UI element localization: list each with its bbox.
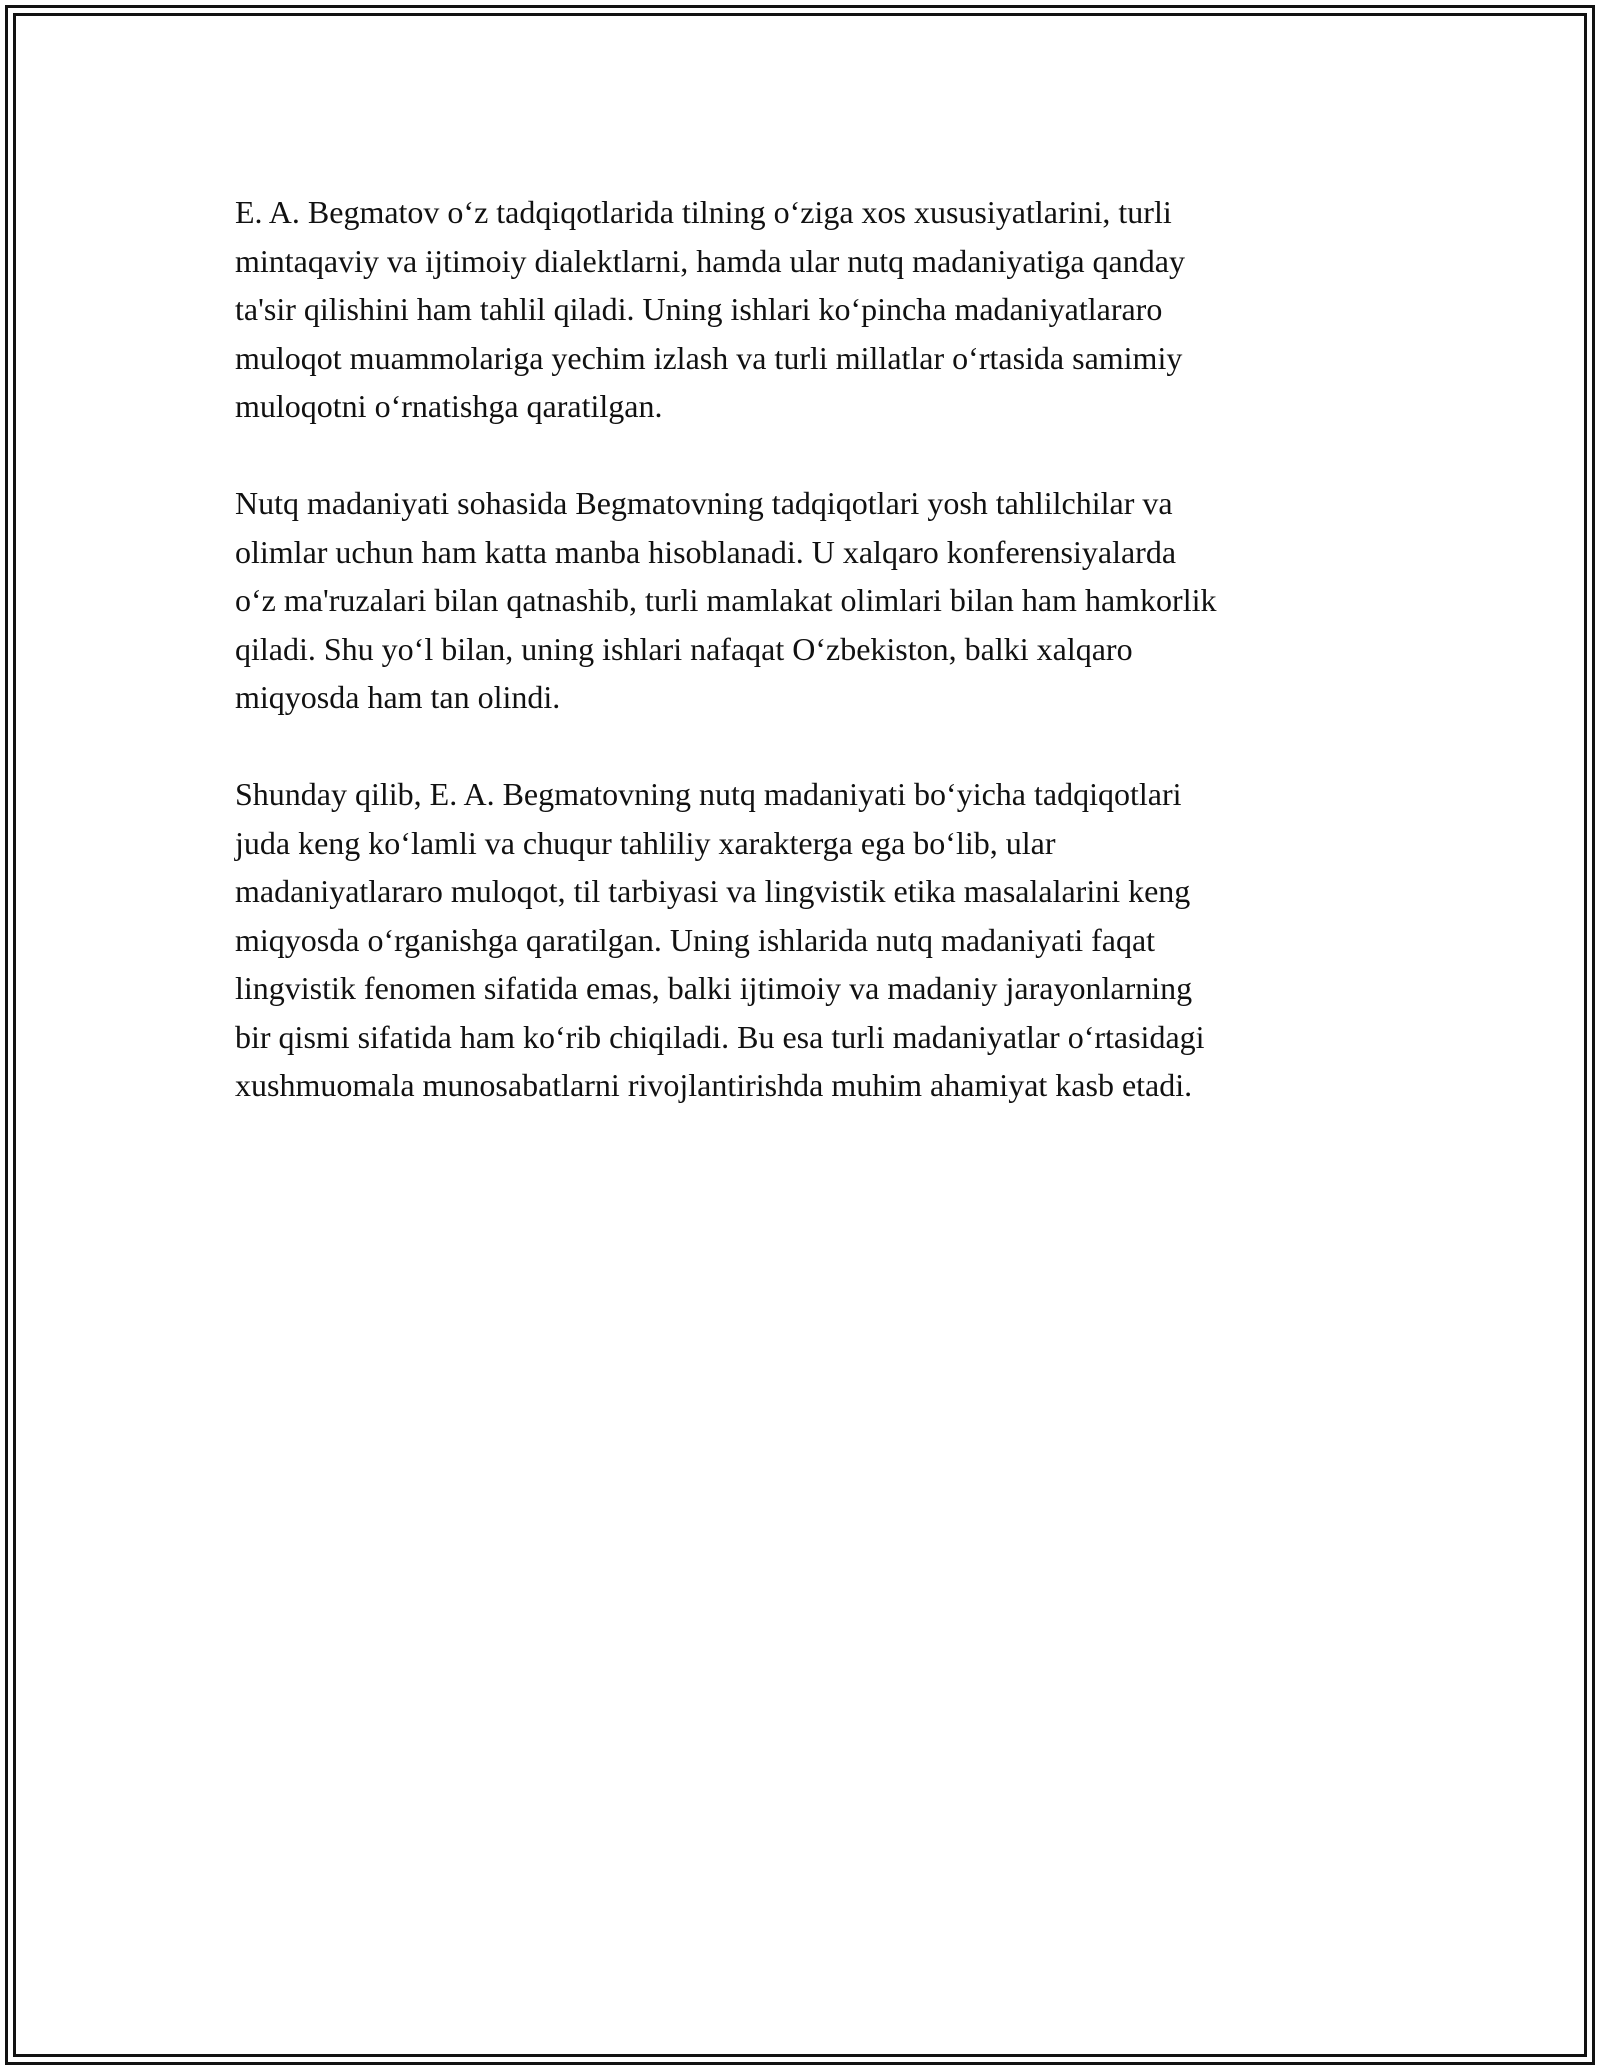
text-line: juda keng ko‘lamli va chuqur tahliliy xarakterga ega bo‘lib, ular xyxy=(235,824,1056,861)
text-line: xushmuomala munosabatlarni rivojlantirishda muhim ahamiyat kasb etadi. xyxy=(235,1067,1193,1103)
text-line: Nutq madaniyati sohasida Begmatovning tadqiqotlari yosh tahlilchilar va xyxy=(235,485,1173,521)
text-line: mintaqaviy va ijtimoiy dialektlarni, hamda ular nutq madaniyatiga qanday xyxy=(235,242,1185,279)
text-line: bir qismi sifatida ham ko‘rib chiqiladi. Bu esa turli madaniyatlar o‘rtasidagi xyxy=(235,1018,1205,1055)
text-line: o‘z ma'ruzalari bilan qatnashib, turli mamlakat olimlari bilan ham hamkorlik xyxy=(235,582,1217,618)
text-line: ta'sir qilishini ham tahlil qiladi. Uning ishlari ko‘pincha madaniyatlararo xyxy=(235,291,1163,327)
document-body xyxy=(235,188,1385,1158)
paragraph-1 xyxy=(235,188,1385,431)
text-line: miqyosda o‘rganishga qaratilgan. Uning ishlarida nutq madaniyati faqat xyxy=(235,921,1156,958)
text-line: Shunday qilib, E. A. Begmatovning nutq madaniyati bo‘yicha tadqiqotlari xyxy=(235,776,1182,812)
text-line: miqyosda ham tan olindi. xyxy=(235,679,561,715)
text-line: E. A. Begmatov o‘z tadqiqotlarida tilning o‘ziga xos xususiyatlarini, turli xyxy=(235,194,1172,230)
text-line: muloqot muammolariga yechim izlash va turli millatlar o‘rtasida samimiy xyxy=(235,339,1183,376)
text-line: qiladi. Shu yo‘l bilan, uning ishlari nafaqat O‘zbekiston, balki xalqaro xyxy=(235,630,1133,667)
paragraph-3 xyxy=(235,770,1385,1110)
text-line: muloqotni o‘rnatishga qaratilgan. xyxy=(235,388,663,424)
paragraph-2 xyxy=(235,479,1385,722)
text-line: madaniyatlararo muloqot, til tarbiyasi va lingvistik etika masalalarini keng xyxy=(235,873,1191,909)
text-line: lingvistik fenomen sifatida emas, balki ijtimoiy va madaniy jarayonlarning xyxy=(235,970,1193,1006)
text-line: olimlar uchun ham katta manba hisoblanadi. U xalqaro konferensiyalarda xyxy=(235,533,1177,570)
